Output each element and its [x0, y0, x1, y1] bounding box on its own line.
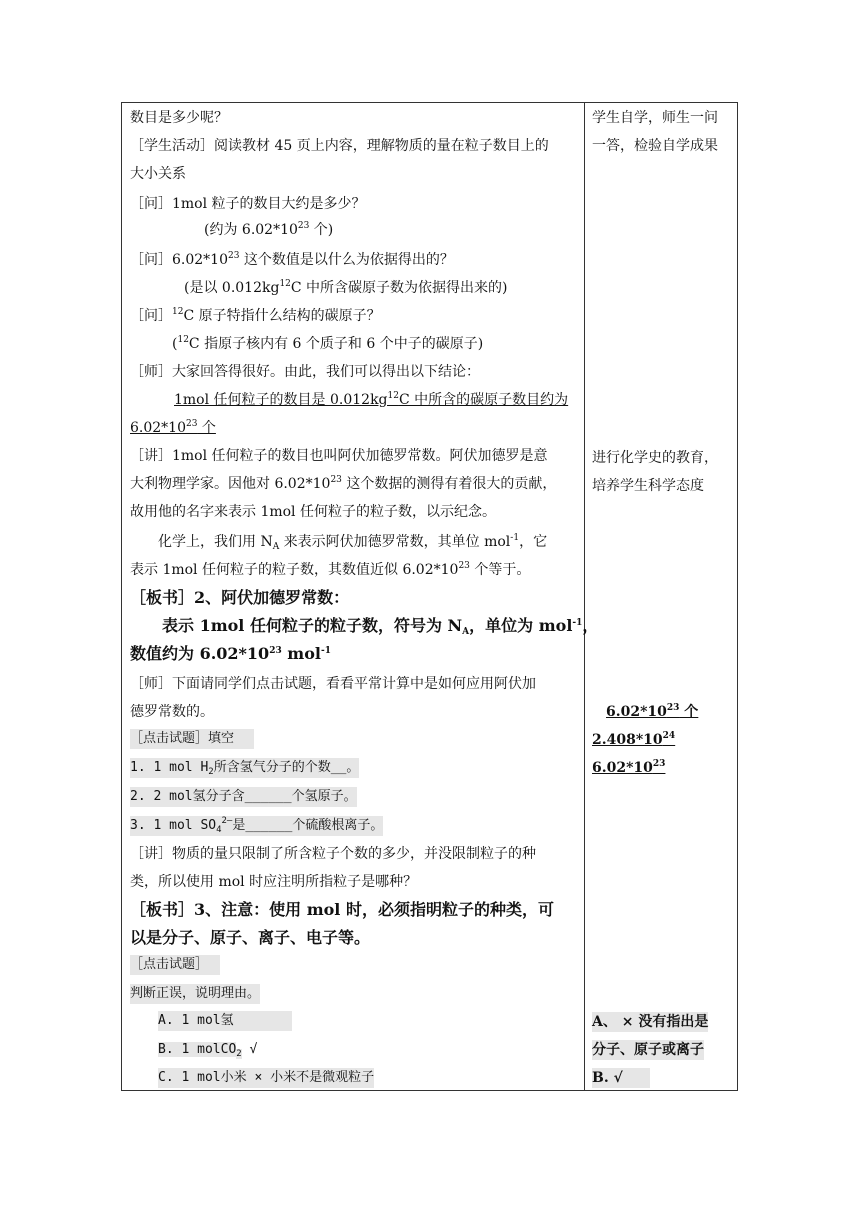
- judgement-b: B. √: [592, 1068, 650, 1088]
- lecture-line: 故用他的名字来表示 1mol 任何粒子的粒子数，以示纪念。: [130, 504, 496, 520]
- quiz-item-1: 1. 1 mol $H_2$所含氢气分子的个数__。: [130, 760, 360, 777]
- quiz-heading: ［点击试题］填空: [130, 729, 254, 749]
- lecture-line: 大利物理学家。因他对 $6.02*10^{23}$ 这个数据的测得有着很大的贡献，: [130, 475, 557, 492]
- quiz-item-2: 2. 2 mol氢分子含______个氢原子。: [130, 787, 357, 807]
- text-line: 大小关系: [130, 166, 186, 182]
- note-line: 一答，检验自学成果: [592, 138, 718, 154]
- note-line: 学生自学，师生一问: [592, 110, 718, 126]
- text-line: 数目是多少呢？: [130, 110, 228, 126]
- note-line: 进行化学史的教育，: [592, 450, 718, 466]
- answer-2: $2.408*10^{24}$: [592, 731, 676, 748]
- quiz-item-3: 3. 1 mol $SO_4^{2—}$是______个硫酸根离子。: [130, 816, 384, 835]
- board-text: 表示 1mol 任何粒子的粒子数，符号为 $N_A$，单位为 mol$^{-1}$，: [162, 616, 599, 637]
- quiz-option-b: B. 1 molCO$_2$ √: [158, 1042, 258, 1059]
- judgement-a: A、 × 没有指出是: [592, 1014, 709, 1030]
- board-note: 以是分子、原子、离子、电子等。: [130, 928, 371, 947]
- question-line: ［问］$^{12}$C 原子特指什么结构的碳原子？: [130, 307, 381, 324]
- lecture-line: 表示 1mol 任何粒子的粒子数，其数值近似 $6.02*10^{23}$ 个等于。: [130, 561, 531, 578]
- lecture-line: 化学上，我们用 $N_A$ 来表示阿伏加德罗常数，其单位 mol$^{-1}$，它: [158, 533, 548, 552]
- lecture-line: ［讲］1mol 任何粒子的数目也叫阿伏加德罗常数。阿伏加德罗是意: [130, 448, 548, 464]
- student-activity-line: ［学生活动］阅读教材 45 页上内容，理解物质的量在粒子数目上的: [130, 138, 549, 154]
- judgement-a-reason: 分子、原子或离子: [592, 1042, 704, 1058]
- board-heading: ［板书］2、阿伏加德罗常数：: [130, 588, 350, 607]
- lecture-line: ［讲］物质的量只限制了所含粒子个数的多少，并没限制粒子的种: [130, 846, 536, 862]
- conclusion-line: $6.02*10^{23}$ 个: [130, 419, 216, 436]
- answer-line: (是以 $0.012kg^{12}C$ 中所含碳原子数为依据得出来的): [184, 279, 508, 296]
- column-divider: [584, 102, 585, 1091]
- lecture-line: 类，所以使用 mol 时应注明所指粒子是哪种？: [130, 874, 418, 890]
- note-line: 培养学生科学态度: [592, 478, 704, 494]
- conclusion-line: 1mol 任何粒子的数目是 $0.012kg^{12}C$ 中所含的碳原子数目约为: [174, 391, 569, 408]
- quiz-instruction: 判断正误，说明理由。: [130, 984, 260, 1004]
- quiz-heading: ［点击试题］: [130, 955, 220, 975]
- teacher-line: ［师］大家回答得很好。由此，我们可以得出以下结论：: [130, 364, 480, 380]
- board-text: 数值约为 $6.02*10^{23}$ mol$^{-1}$: [130, 644, 331, 663]
- board-note: ［板书］3、注意：使用 mol 时，必须指明粒子的种类，可: [130, 900, 554, 919]
- teacher-line: ［师］下面请同学们点击试题，看看平常计算中是如何应用阿伏加: [130, 676, 536, 692]
- quiz-option-a: A. 1 mol氢: [158, 1011, 292, 1031]
- answer-1: $6.02*10^{23}$ 个: [606, 703, 699, 720]
- question-line: ［问］1mol 粒子的数目大约是多少？: [130, 196, 366, 212]
- quiz-option-c: C. 1 mol小米 × 小米不是微观粒子: [158, 1068, 374, 1088]
- answer-line: ($^{12}$C 指原子核内有 6 个质子和 6 个中子的碳原子): [172, 335, 484, 352]
- answer-line: (约为 $6.02*10^{23}$ 个): [204, 221, 334, 238]
- answer-3: $6.02*10^{23}$: [592, 759, 666, 776]
- question-line: ［问$]6.02*10^{23}$ 这个数值是以什么为依据得出的？: [130, 251, 454, 268]
- teacher-line: 德罗常数的。: [130, 704, 214, 720]
